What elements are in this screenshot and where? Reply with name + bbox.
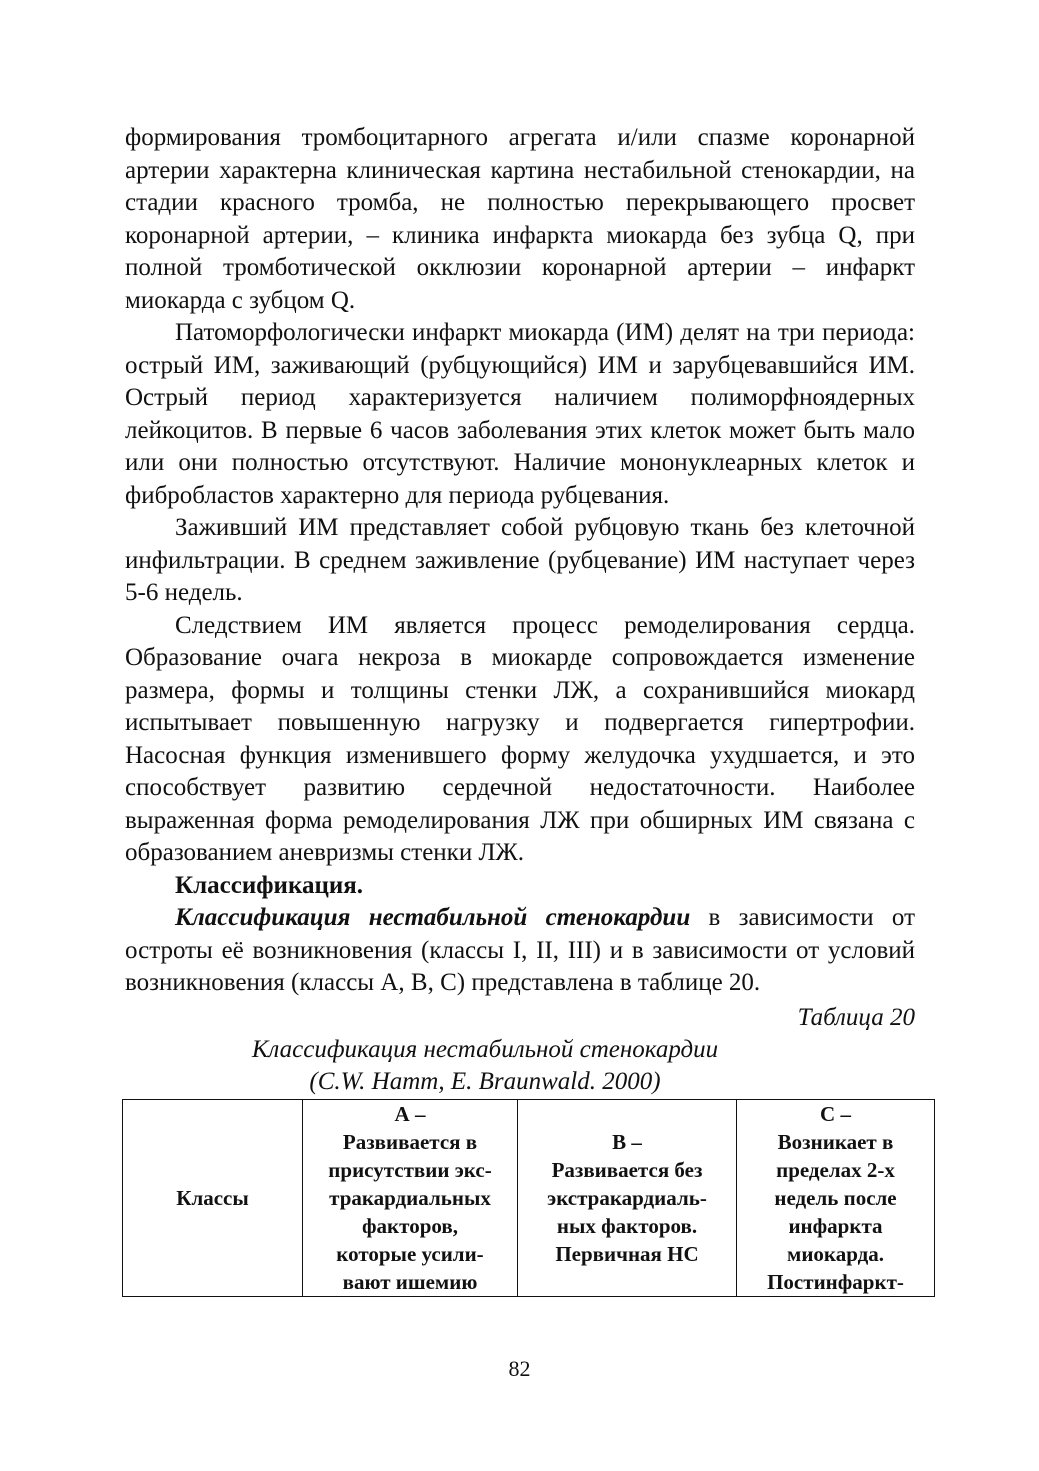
header-c-line: пределах 2-х (776, 1157, 895, 1182)
header-b-line: ных факторов. (556, 1213, 698, 1238)
header-b-line: Развивается без (551, 1157, 703, 1182)
header-b-line: Первичная НС (555, 1241, 699, 1266)
header-a-line: А – (394, 1101, 426, 1126)
header-a-line: которые усили- (336, 1241, 484, 1266)
paragraph-3: Заживший ИМ представляет собой рубцовую ткань без клеточной инфильтрации. В среднем заживление (рубцевание) ИМ наступает через 5-6 недель. (125, 514, 915, 606)
header-a-line: Развивается в (342, 1129, 478, 1154)
header-class-c (737, 1099, 935, 1296)
page-number: 82 (508, 1356, 531, 1381)
header-b-line: экстракардиаль- (547, 1185, 707, 1210)
header-a-line: факторов, (362, 1213, 458, 1238)
header-c-line: С – (820, 1101, 851, 1126)
header-c-line: Возникает в (777, 1129, 894, 1154)
page-body (125, 122, 915, 1297)
paragraph-4: Следствием ИМ является процесс ремоделирования сердца. Образование очага некроза в миокарде сопровождается изменение размера, формы и толщины стенки ЛЖ, а сохранившийся миокард испытывает повышенную нагрузку и подвергается гипертрофии. Насосная функция изменившего форму желудочка ухудшается, и это способствует развитию сердечной недостаточности. Наиболее выраженная форма ремоделирования ЛЖ при обширных ИМ связана с образованием аневризмы стенки ЛЖ. (125, 611, 915, 866)
classification-table (122, 1099, 935, 1297)
header-a-line: присутствии экс- (328, 1157, 492, 1182)
table-header-row (123, 1099, 935, 1296)
section-heading: Классификация. (175, 871, 364, 899)
header-c-line: недель после (774, 1185, 897, 1210)
paragraph-2: Патоморфологически инфаркт миокарда (ИМ) делят на три периода: острый ИМ, заживающий (рубцующийся) ИМ и зарубцевавшийся ИМ. Острый период характеризуется наличием полиморфноядерных лейкоцитов. В первые 6 часов заболевания этих клеток может быть мало или они полностью отсутствуют. Наличие мононуклеарных клеток и фибробластов характерно для периода рубцевания. (125, 319, 915, 509)
paragraph-5-text: в зависимости от остроты её возникновения (классы I, II, III) и в зависимости от условий возникновения (классы А, В, С) представлена в таблице 20. (125, 904, 915, 996)
table-caption-title: Классификация нестабильной стенокардии (251, 1035, 719, 1063)
table-label: Таблица 20 (797, 1003, 915, 1031)
header-classes: Классы (123, 1099, 303, 1296)
table-caption-source: (C.W. Hamm, E. Braunwald. 2000) (309, 1067, 661, 1095)
header-c-line: инфаркта (788, 1213, 883, 1238)
header-c-line: Постинфаркт- (767, 1269, 904, 1294)
paragraph-5 (125, 902, 915, 1000)
header-a-line: вают ишемию (342, 1269, 478, 1294)
header-class-b (518, 1099, 737, 1296)
header-class-a (303, 1099, 518, 1296)
header-c-line: миокарда. (787, 1241, 884, 1266)
paragraph-5-emphasis: Классификация нестабильной стенокардии (175, 904, 691, 931)
header-a-line: тракардиальных (329, 1185, 491, 1210)
paragraph-1: формирования тромбоцитарного агрегата и/или спазме коронарной артерии характерна клиническая картина нестабильной стенокардии, на стадии красного тромба, не полностью перекрывающего просвет коронарной артерии, – клиника инфаркта миокарда без зубца Q, при полной тромботической окклюзии коронарной артерии – инфаркт миокарда с зубцом Q. (125, 124, 915, 314)
header-b-line: В – (612, 1129, 642, 1154)
